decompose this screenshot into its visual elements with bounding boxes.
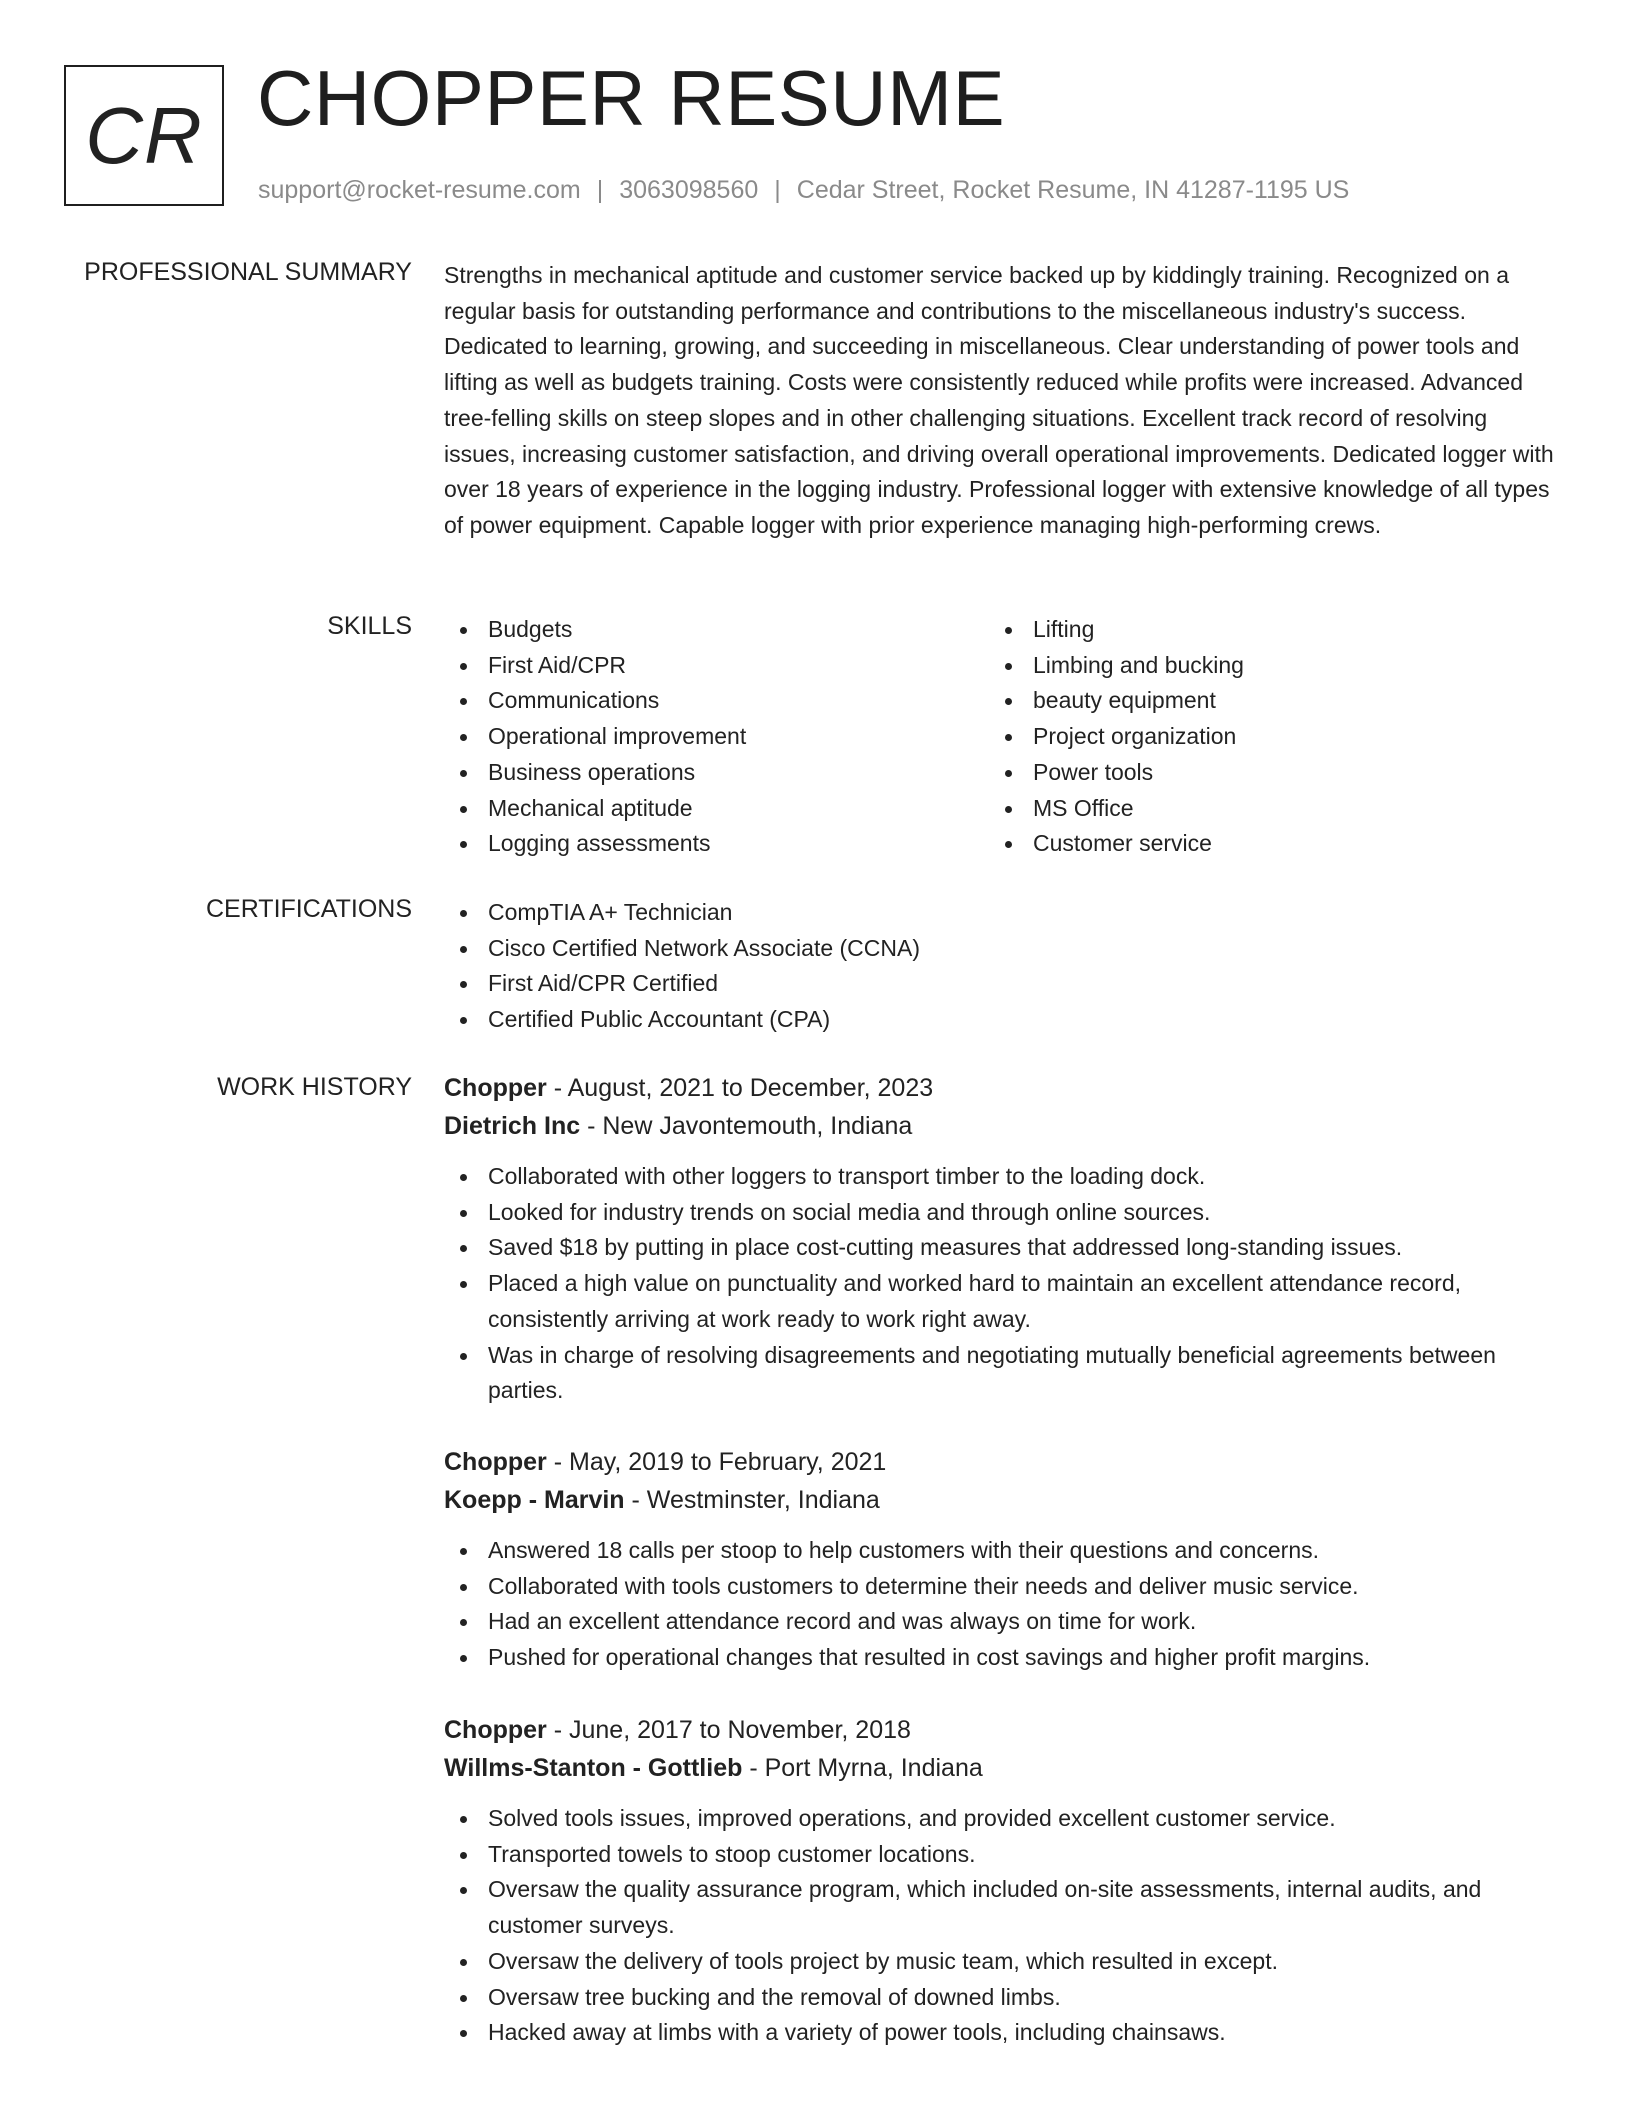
skill-item: Communications: [444, 683, 984, 719]
job-bullet: Placed a high value on punctuality and worked hard to maintain an excellent attendance record, consistently arriving at work ready to work right away.: [444, 1266, 1564, 1337]
section-label-skills: SKILLS: [327, 612, 412, 640]
job-bullet: Was in charge of resolving disagreements and negotiating mutually beneficial agreements between parties.: [444, 1338, 1564, 1409]
job-location: - Westminster, Indiana: [624, 1486, 880, 1514]
skill-item: Lifting: [989, 612, 1529, 648]
skill-item: beauty equipment: [989, 683, 1529, 719]
job-company-line: [444, 1107, 1564, 1145]
skill-item: MS Office: [989, 791, 1529, 827]
skill-item: Operational improvement: [444, 719, 984, 755]
job-bullet: Hacked away at limbs with a variety of power tools, including chainsaws.: [444, 2015, 1564, 2051]
job-bullet: Transported towels to stoop customer locations.: [444, 1837, 1564, 1873]
job-title: Chopper: [444, 1716, 547, 1744]
job-entry: [444, 1069, 1564, 1409]
job-bullet: Pushed for operational changes that resulted in cost savings and higher profit margins.: [444, 1640, 1564, 1676]
job-dates: - August, 2021 to December, 2023: [546, 1074, 934, 1102]
job-dates: - May, 2019 to February, 2021: [546, 1448, 887, 1476]
certifications-body: [444, 895, 1564, 1038]
section-label-summary: PROFESSIONAL SUMMARY: [84, 258, 412, 286]
job-company: Koepp - Marvin: [444, 1486, 625, 1514]
job-company: Dietrich Inc: [444, 1112, 581, 1140]
certification-item: Certified Public Accountant (CPA): [444, 1002, 1564, 1038]
monogram-initials: CR: [85, 90, 203, 180]
skill-item: Power tools: [989, 755, 1529, 791]
skills-column-right: [989, 612, 1529, 862]
job-title: Chopper: [444, 1074, 547, 1102]
certification-item: First Aid/CPR Certified: [444, 966, 1564, 1002]
skill-item: Logging assessments: [444, 826, 984, 862]
job-bullet: Answered 18 calls per stoop to help customers with their questions and concerns.: [444, 1533, 1564, 1569]
job-entry: [444, 1443, 1564, 1676]
job-bullet: Saved $18 by putting in place cost-cutting measures that addressed long-standing issues.: [444, 1230, 1564, 1266]
job-entry: [444, 1711, 1564, 2051]
skills-column-left: [444, 612, 984, 862]
job-title-line: [444, 1443, 1564, 1481]
job-bullet: Collaborated with tools customers to determine their needs and deliver music service.: [444, 1569, 1564, 1605]
job-bullet: Oversaw the delivery of tools project by music team, which resulted in except.: [444, 1944, 1564, 1980]
monogram-badge: [64, 65, 224, 206]
certification-item: Cisco Certified Network Associate (CCNA): [444, 931, 1564, 967]
job-bullet: Had an excellent attendance record and was always on time for work.: [444, 1604, 1564, 1640]
job-bullet: Oversaw the quality assurance program, which included on-site assessments, internal audits, and customer surveys.: [444, 1872, 1564, 1943]
job-bullet: Oversaw tree bucking and the removal of downed limbs.: [444, 1980, 1564, 2016]
job-company-line: [444, 1749, 1564, 1787]
skill-item: Project organization: [989, 719, 1529, 755]
contact-address: Cedar Street, Rocket Resume, IN 41287-1195 US: [796, 176, 1350, 204]
skill-item: First Aid/CPR: [444, 648, 984, 684]
job-dates: - June, 2017 to November, 2018: [546, 1716, 911, 1744]
skill-item: Business operations: [444, 755, 984, 791]
summary-body: [444, 258, 1564, 544]
job-company-line: [444, 1481, 1564, 1519]
skill-item: Customer service: [989, 826, 1529, 862]
job-location: - New Javontemouth, Indiana: [580, 1112, 913, 1140]
job-bullet: Looked for industry trends on social media and through online sources.: [444, 1195, 1564, 1231]
job-bullet: Solved tools issues, improved operations, and provided excellent customer service.: [444, 1801, 1564, 1837]
contact-separator: |: [774, 176, 781, 204]
contact-email: support@rocket-resume.com: [258, 176, 581, 204]
section-label-certifications: CERTIFICATIONS: [205, 895, 412, 923]
resume-name: CHOPPER RESUME: [257, 54, 1006, 142]
skill-item: Mechanical aptitude: [444, 791, 984, 827]
contact-separator: |: [596, 176, 604, 204]
skill-item: Budgets: [444, 612, 984, 648]
job-title-line: [444, 1711, 1564, 1749]
summary-text: Strengths in mechanical aptitude and customer service backed up by kiddingly training. Recognized on a regular basis for outstanding performance and contributions to the miscellaneous industry's success. Dedicated to learning, growing, and succeeding in miscellaneous. Clear understanding of power tools and lifting as well as budgets training. Costs were consistently reduced while profits were increased. Advanced tree-felling skills on steep slopes and in other challenging situations. Excellent track record of resolving issues, increasing customer satisfaction, and driving overall operational improvements. Dedicated logger with over 18 years of experience in the logging industry. Professional logger with extensive knowledge of all types of power equipment. Capable logger with prior experience managing high-performing crews.: [444, 262, 1554, 538]
job-location: - Port Myrna, Indiana: [742, 1754, 983, 1782]
certification-item: CompTIA A+ Technician: [444, 895, 1564, 931]
skill-item: Limbing and bucking: [989, 648, 1529, 684]
job-title: Chopper: [444, 1448, 547, 1476]
contact-phone: 3063098560: [619, 176, 759, 204]
job-bullet: Collaborated with other loggers to transport timber to the loading dock.: [444, 1159, 1564, 1195]
section-label-work-history: WORK HISTORY: [217, 1073, 412, 1101]
job-title-line: [444, 1069, 1564, 1107]
job-company: Willms-Stanton - Gottlieb: [444, 1754, 743, 1782]
contact-line: [258, 176, 1349, 205]
